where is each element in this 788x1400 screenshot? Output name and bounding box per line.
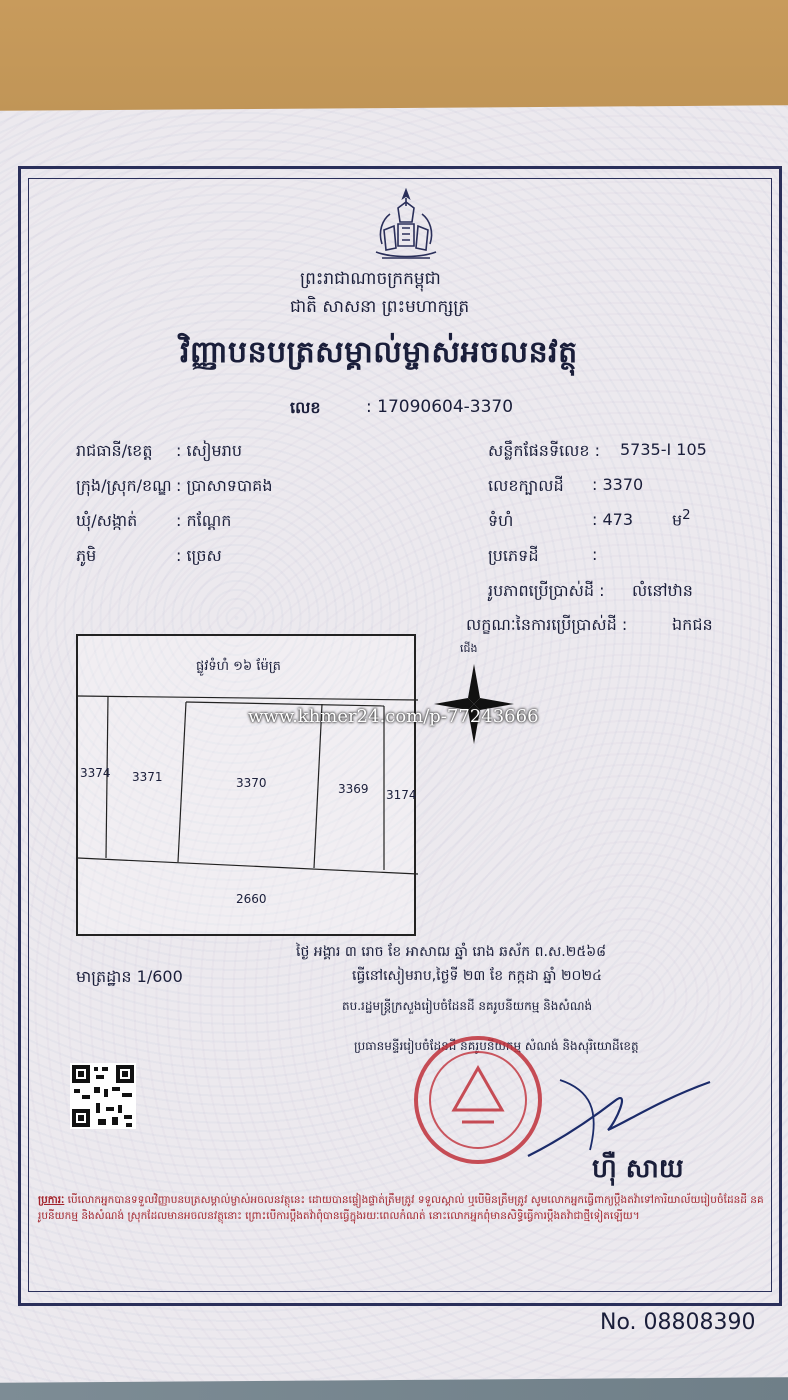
parcel-2660: 2660 [236, 892, 267, 906]
signatory-title-2: ប្រធានមន្ទីររៀបចំដែនដី នគរូបនីយកម្ម សំណង់ និងសុរិយោដីខេត្ត [354, 1039, 639, 1053]
note-text: បើលោកអ្នកបានទទួលវិញ្ញាបនបត្រសម្គាល់ម្ចាស់អចលនវត្ថុនេះ ដោយបានផ្ទៀងផ្ទាត់ត្រឹមត្រូវ ទទួលស្គាល់ ឬបើមិនត្រឹមត្រូវ សូមលោកអ្នកធ្វើពាក្យប្ដឹងតវ៉ាទៅការិយាល័យរៀបចំដែនដី នគរូបនីយកម្ម និងសំណង់ ស្រុកដែលមានអចលនវត្ថុនោះ ព្រោះបើការប្ដឹងតវ៉ាពុំបានធ្វើក្នុងរយៈពេលកំណត់ នោះលោកអ្នកពុំមានសិទ្ធិធ្វើការប្ដឹងតវ៉ាជាថ្មីទៀតឡើយ។ [38, 1194, 764, 1222]
use-characteristic-label: លក្ខណៈនៃការប្រើប្រាស់ដី : [466, 615, 628, 634]
scale-label: មាត្រដ្ឋាន 1/600 [76, 967, 183, 986]
qr-code-icon [70, 1063, 136, 1129]
district-value: : ប្រាសាទបាគង [176, 476, 273, 495]
cadastral-plan [76, 634, 416, 936]
parcel-3369: 3369 [338, 782, 369, 796]
certificate-title: វិញ្ញាបនបត្រសម្គាល់ម្ចាស់អចលនវត្ថុ [180, 335, 578, 370]
use-characteristic-value: ឯកជន [672, 615, 713, 634]
certificate-number-label: លេខ [290, 398, 321, 417]
area-unit-exponent: 2 [682, 508, 691, 523]
village-value: : ច្រេស [176, 546, 222, 565]
serial-number: No. 08808390 [600, 1310, 756, 1335]
national-motto: ជាតិ សាសនា ព្រះមហាក្សត្រ [290, 297, 470, 317]
parcel-3370: 3370 [236, 776, 267, 790]
parcel-3371: 3371 [132, 770, 163, 784]
area-label: ទំហំ [488, 511, 514, 530]
commune-value: : កណ្ដែក [176, 511, 232, 530]
area-value: : 473 [592, 510, 634, 529]
lunar-date: ថ្ងៃ អង្គារ ៣ រោច ខែ អាសាឍ ឆ្នាំ រោង ឆស័ក ព.ស.២៥៦៨ [296, 944, 607, 960]
royal-emblem-icon [368, 186, 444, 266]
village-label: ភូមិ [76, 546, 97, 565]
certificate-note [38, 1192, 766, 1284]
north-arrow-icon [432, 662, 516, 746]
land-type-label: ប្រភេទដី [488, 546, 539, 565]
north-label: ជើង [460, 642, 478, 655]
parcel-3374: 3374 [80, 766, 111, 780]
kingdom-heading: ព្រះរាជាណាចក្រកម្ពុជា [300, 269, 441, 289]
parcel-3174: 3174 [386, 788, 417, 802]
signatory-name: ហ៊ឺ សាយ [592, 1154, 684, 1184]
province-label: រាជធានី/ខេត្ត [76, 441, 153, 460]
land-use-label: រូបភាពប្រើប្រាស់ដី : [488, 581, 605, 600]
area-unit [672, 508, 691, 533]
road-label: ផ្លូវទំហំ ១៦ ម៉ែត្រ [196, 659, 281, 674]
map-sheet-label: សន្លឹកផែនទីលេខ : [488, 441, 601, 460]
area-unit-letter: ម [672, 510, 683, 530]
note-label: ប្រការៈ [38, 1194, 65, 1206]
map-sheet-value: 5735-I 105 [620, 440, 707, 459]
district-label: ក្រុង/ស្រុក/ខណ្ឌ [76, 476, 172, 495]
signatory-title-1: តប.រដ្ឋមន្ត្រីក្រសួងរៀបចំដែនដី នគរូបនីយកម្ម និងសំណង់ [342, 999, 593, 1013]
parcel-number-label: លេខក្បាលដី [488, 476, 564, 495]
parcel-number-value: : 3370 [592, 475, 644, 494]
province-value: : សៀមរាប [176, 441, 243, 460]
issue-date: ធ្វើនៅសៀមរាប,ថ្ងៃទី ២៣ ខែ កក្កដា ឆ្នាំ ២០២៤ [352, 968, 602, 984]
land-use-value: លំនៅឋាន [632, 581, 693, 600]
commune-label: ឃុំ/សង្កាត់ [76, 511, 138, 530]
certificate-number-value: : 17090604-3370 [366, 397, 514, 417]
website-watermark: www.khmer24.com/p-77243666 [248, 706, 539, 727]
land-type-value: : [592, 545, 598, 564]
